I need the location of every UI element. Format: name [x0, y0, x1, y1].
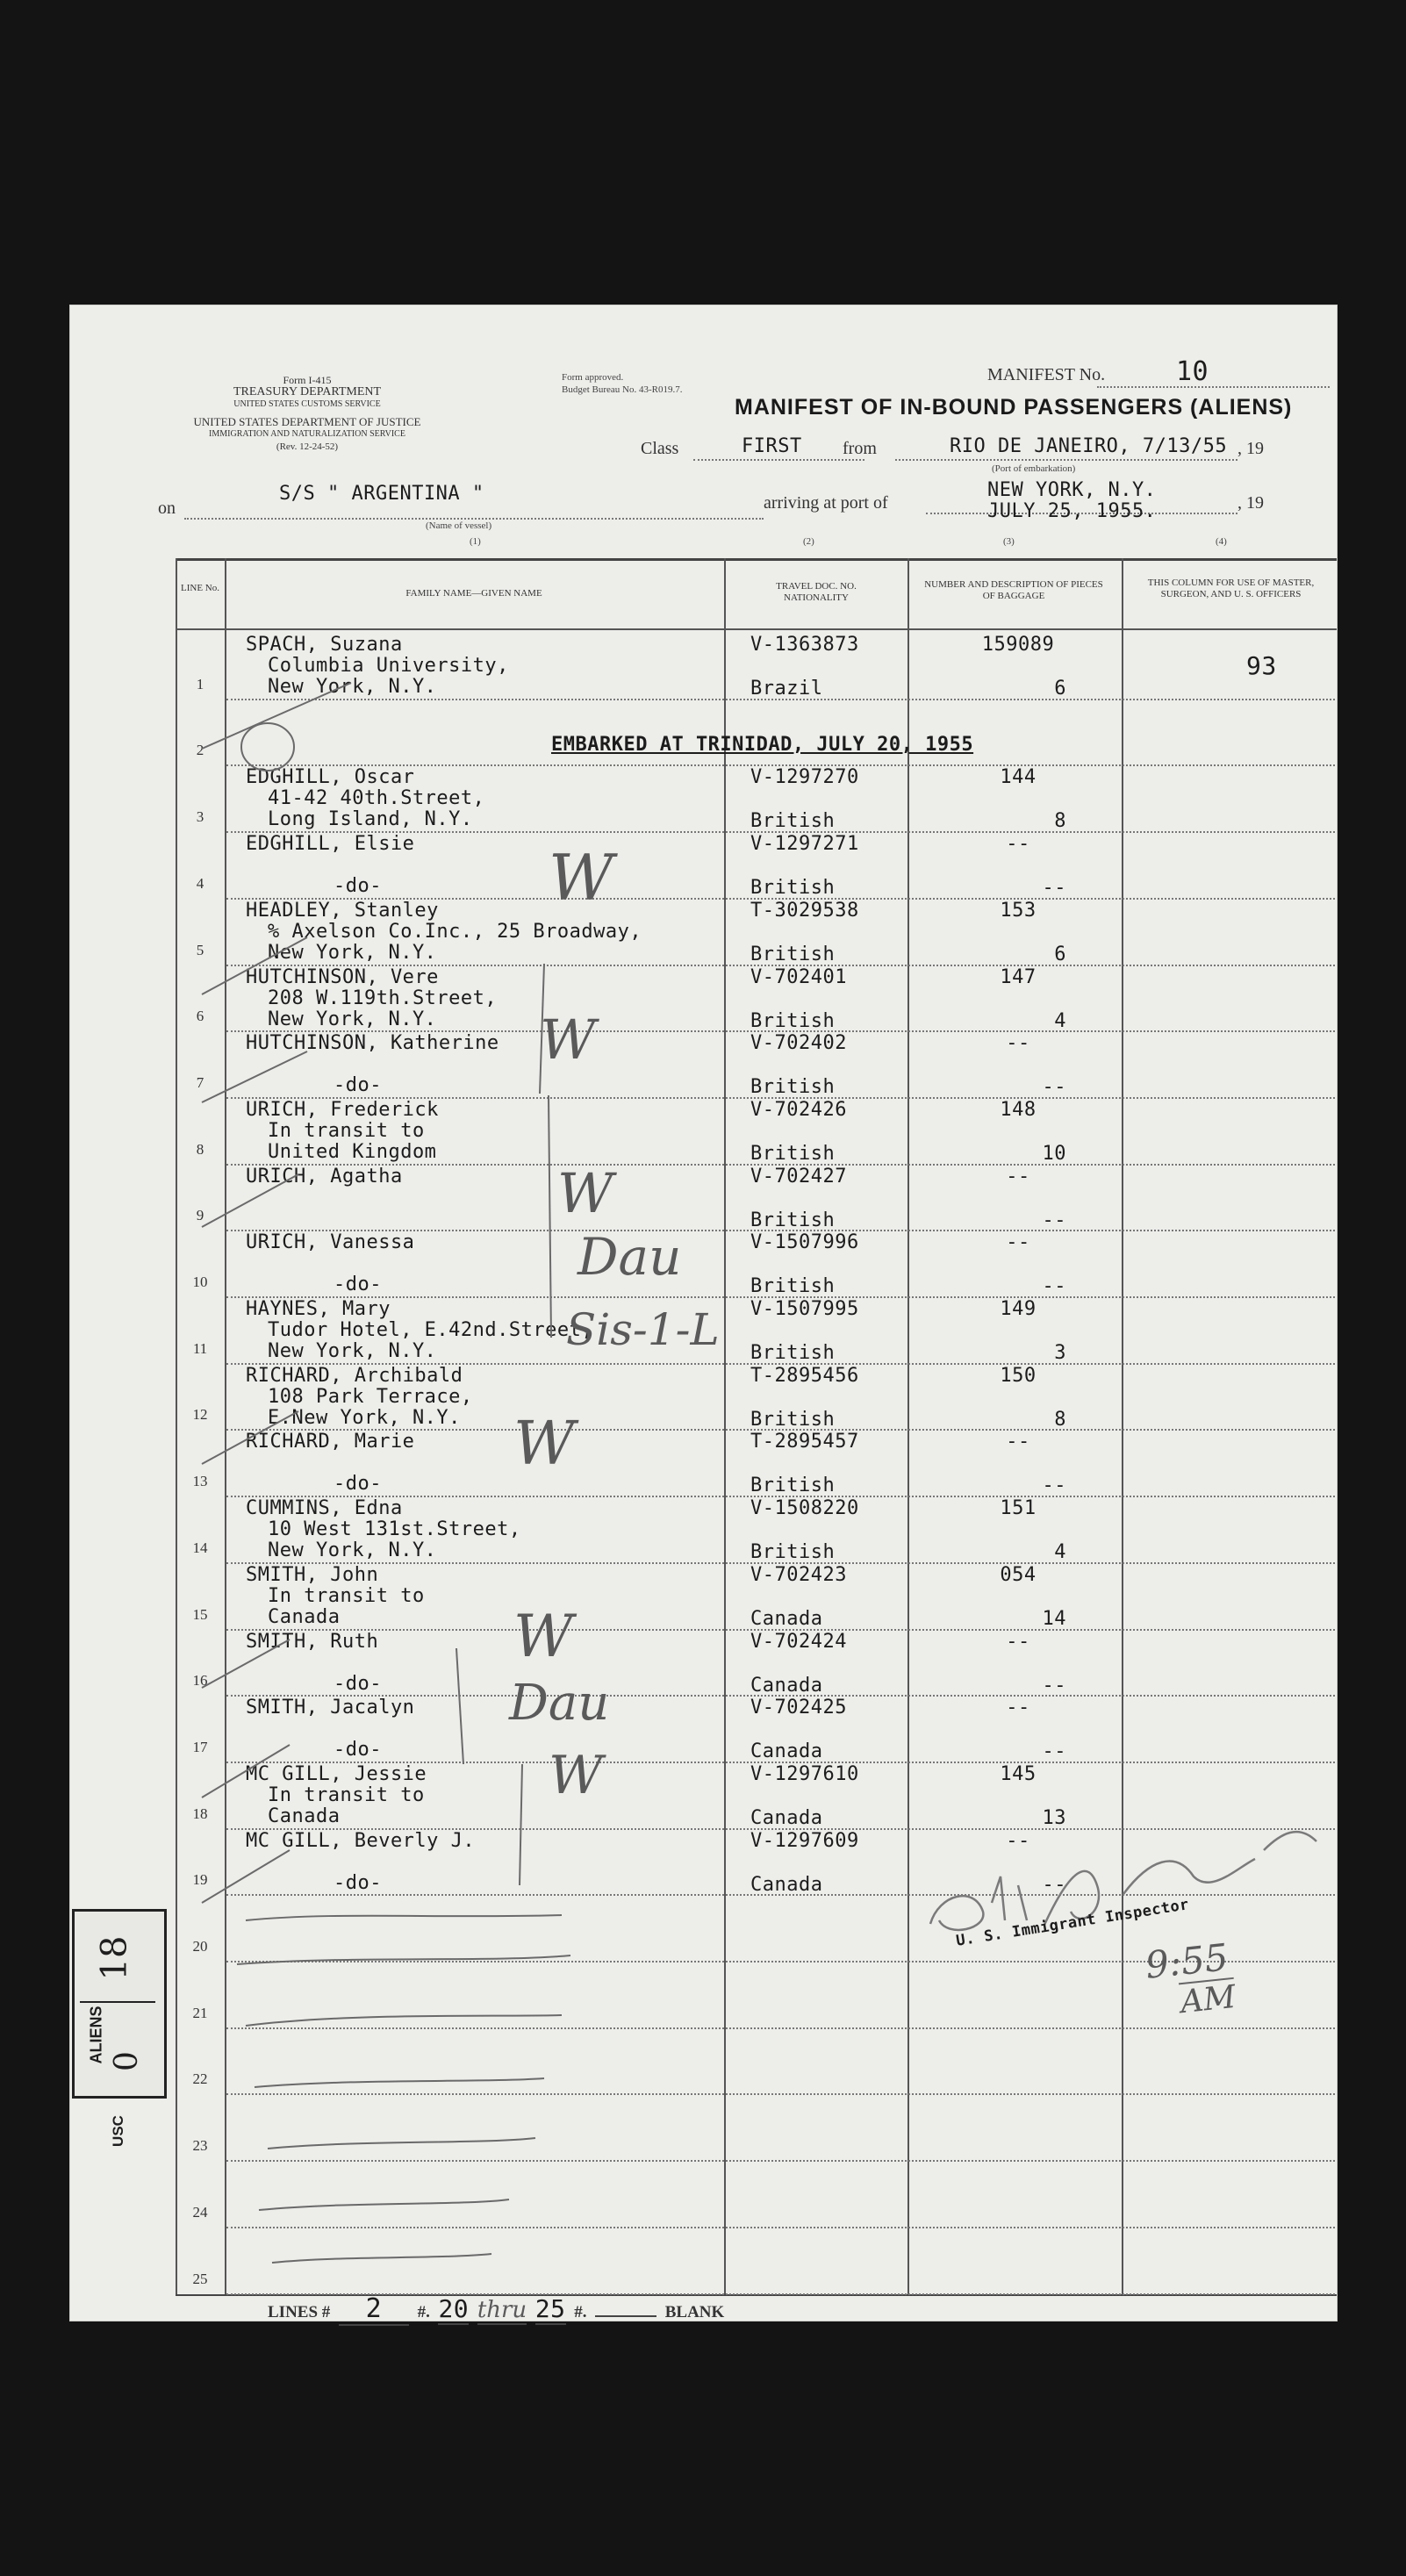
baggage-pieces: --	[1042, 1076, 1066, 1099]
customs-service: UNITED STATES CUSTOMS SERVICE	[233, 399, 381, 409]
passenger-name: EDGHILL, Oscar	[246, 766, 415, 789]
baggage-number: --	[1006, 1630, 1030, 1653]
footer-thru: thru	[477, 2297, 527, 2323]
passenger-address-2: United Kingdom	[268, 1140, 437, 1163]
handwritten-time: 9:55	[1143, 1935, 1230, 1987]
inspector-stamp: U. S. Immigrant Inspector	[955, 1896, 1191, 1950]
baggage-pieces: 4	[1054, 1541, 1066, 1564]
travel-doc-number: V-702426	[750, 1098, 847, 1121]
passenger-name: SMITH, Ruth	[246, 1630, 379, 1653]
passenger-address-2: Canada	[268, 1605, 341, 1628]
footer-value-3: 25	[534, 2294, 566, 2323]
nationality: Canada	[750, 1806, 823, 1829]
passenger-name: MC GILL, Jessie	[246, 1762, 427, 1785]
passenger-address-1: 41-42 40th.Street,	[268, 787, 485, 810]
handwritten-note: W	[513, 1603, 573, 1670]
treasury-dept: TREASURY DEPARTMENT	[233, 385, 382, 398]
footer-value-2: 20	[438, 2294, 470, 2323]
vessel-label: (Name of vessel)	[426, 520, 492, 531]
line-number: 6	[196, 1008, 204, 1025]
passenger-address-2: -do-	[334, 1672, 382, 1695]
travel-doc-number: V-702427	[750, 1165, 847, 1188]
page-title: MANIFEST OF IN-BOUND PASSENGERS (ALIENS)	[735, 395, 1293, 420]
col-num-2: (2)	[803, 536, 814, 547]
manifest-number: 10	[1176, 356, 1209, 387]
line-number: 20	[192, 1938, 208, 1955]
baggage-pieces: --	[1042, 1209, 1066, 1231]
baggage-number: 149	[1000, 1298, 1037, 1320]
passenger-address-2: New York, N.Y.	[268, 1340, 437, 1362]
handwritten-note: W	[513, 1410, 575, 1479]
handwritten-am: AM	[1179, 1978, 1237, 2021]
travel-doc-number: V-702425	[750, 1697, 847, 1719]
travel-doc-number: V-702402	[750, 1032, 847, 1055]
nationality: British	[750, 810, 836, 833]
handwritten-note: W	[540, 1008, 596, 1072]
header-baggage: NUMBER AND DESCRIPTION OF PIECES OF BAGGAGE	[924, 579, 1103, 601]
col-num-4: (4)	[1216, 536, 1227, 547]
nationality: Canada	[750, 1674, 823, 1697]
revision: (Rev. 12-24-52)	[276, 441, 339, 452]
class-label: Class	[641, 439, 679, 458]
usc-value: 0	[108, 2051, 145, 2071]
manifest-label: MANIFEST No.	[987, 365, 1106, 384]
line-number: 18	[192, 1805, 208, 1822]
col-num-3: (3)	[1003, 536, 1015, 547]
baggage-number: 151	[1000, 1497, 1037, 1520]
passenger-address-1: Columbia University,	[268, 655, 509, 677]
blank-label: BLANK	[664, 2303, 725, 2321]
baggage-number: 144	[1000, 766, 1037, 789]
travel-doc-number: V-1507996	[750, 1231, 859, 1254]
nationality: British	[750, 877, 836, 900]
justice-dept: UNITED STATES DEPARTMENT OF JUSTICE	[193, 415, 421, 428]
passenger-address-2: -do-	[334, 1871, 382, 1894]
col-num-1: (1)	[470, 536, 481, 547]
passenger-name: CUMMINS, Edna	[246, 1497, 403, 1520]
baggage-pieces: --	[1042, 1275, 1066, 1298]
nationality: Canada	[750, 1740, 823, 1763]
line-number: 17	[192, 1738, 208, 1755]
baggage-pieces: --	[1042, 877, 1066, 900]
section-heading: EMBARKED AT TRINIDAD, JULY 20, 1955	[551, 733, 974, 756]
travel-doc-number: V-1297609	[750, 1829, 859, 1852]
line-number: 22	[192, 2070, 208, 2088]
baggage-number: 054	[1000, 1563, 1037, 1586]
travel-doc-number: V-702401	[750, 965, 847, 988]
line-number: 24	[192, 2203, 208, 2221]
passenger-address-2: Canada	[268, 1805, 341, 1827]
nationality: Brazil	[750, 678, 823, 700]
passenger-address-1: 108 Park Terrace,	[268, 1385, 473, 1408]
line-number: 7	[196, 1073, 204, 1091]
baggage-number: --	[1006, 1231, 1030, 1254]
line-number: 4	[196, 874, 204, 892]
baggage-pieces: 3	[1054, 1342, 1066, 1364]
baggage-pieces: 14	[1042, 1607, 1066, 1630]
form-approved: Form approved.	[562, 372, 624, 383]
baggage-number: --	[1006, 1165, 1030, 1188]
passenger-address-1: In transit to	[268, 1584, 425, 1607]
travel-doc-number: V-1297270	[750, 766, 859, 789]
on-label: on	[158, 499, 176, 518]
passenger-name: URICH, Frederick	[246, 1098, 439, 1121]
manifest-page	[70, 305, 1337, 2324]
baggage-number: --	[1006, 1032, 1030, 1055]
passenger-address-2: New York, N.Y.	[268, 676, 437, 698]
passenger-name: HUTCHINSON, Vere	[246, 965, 439, 988]
passenger-name: URICH, Agatha	[246, 1165, 403, 1188]
passenger-address-2: E.New York, N.Y.	[268, 1406, 461, 1429]
travel-doc-number: V-1297271	[750, 833, 859, 856]
aliens-count-stamp	[72, 1909, 167, 2147]
header-officers: THIS COLUMN FOR USE OF MASTER, SURGEON, AND U. S. OFFICERS	[1147, 578, 1315, 599]
line-number: 8	[196, 1140, 204, 1158]
nationality: British	[750, 1275, 836, 1298]
passenger-name: SMITH, John	[246, 1563, 379, 1586]
passenger-address-2: -do-	[334, 875, 382, 898]
header-line-no: LINE No.	[181, 583, 219, 593]
line-number: 11	[192, 1339, 208, 1357]
passenger-address-2: Long Island, N.Y.	[268, 808, 473, 831]
passenger-name: HUTCHINSON, Katherine	[246, 1032, 499, 1055]
passenger-address-1: % Axelson Co.Inc., 25 Broadway,	[268, 920, 642, 943]
baggage-pieces: --	[1042, 1475, 1066, 1497]
passenger-address-2: -do-	[334, 1473, 382, 1496]
baggage-pieces: --	[1042, 1674, 1066, 1697]
travel-doc-number: T-3029538	[750, 899, 859, 922]
nationality: British	[750, 1009, 836, 1032]
baggage-pieces: 8	[1054, 810, 1066, 833]
passenger-address-2: New York, N.Y.	[268, 1539, 437, 1562]
footer-hash-2: #.	[417, 2303, 430, 2321]
passenger-address-2: -do-	[334, 1074, 382, 1097]
passenger-name: SMITH, Jacalyn	[246, 1697, 415, 1719]
form-number: Form I-415	[283, 374, 332, 386]
line-number: 21	[192, 2004, 208, 2021]
baggage-number: 145	[1000, 1762, 1037, 1785]
passenger-name: RICHARD, Archibald	[246, 1364, 463, 1387]
passenger-address-1: In transit to	[268, 1119, 425, 1142]
aliens-label: ALIENS	[87, 2006, 105, 2064]
travel-doc-number: V-1508220	[750, 1497, 859, 1520]
passenger-name: URICH, Vanessa	[246, 1231, 415, 1254]
travel-doc-number: V-1297610	[750, 1762, 859, 1785]
year-suffix: , 19	[1237, 439, 1264, 458]
baggage-pieces: 10	[1042, 1142, 1066, 1165]
ins-service: IMMIGRATION AND NATURALIZATION SERVICE	[209, 429, 405, 439]
nationality: British	[750, 1209, 836, 1231]
line-number: 23	[192, 2137, 208, 2155]
baggage-pieces: 4	[1054, 1009, 1066, 1032]
passenger-name: EDGHILL, Elsie	[246, 833, 415, 856]
usc-label: USC	[109, 2115, 126, 2147]
port-embarkation-label: (Port of embarkation)	[992, 463, 1076, 474]
line-number: 14	[192, 1539, 208, 1556]
passenger-name: HEADLEY, Stanley	[246, 899, 439, 922]
line-number: 3	[196, 808, 204, 826]
year-suffix-2: , 19	[1237, 493, 1264, 513]
baggage-number: --	[1006, 1697, 1030, 1719]
baggage-number: 147	[1000, 965, 1037, 988]
arrival-port: NEW YORK, N.Y.	[987, 479, 1157, 501]
handwritten-strokes	[70, 305, 1337, 2321]
from-value: RIO DE JANEIRO, 7/13/55	[950, 435, 1228, 457]
line-number: 12	[192, 1406, 208, 1424]
baggage-pieces: 8	[1054, 1408, 1066, 1431]
nationality: British	[750, 1142, 836, 1165]
passenger-address-2: -do-	[334, 1739, 382, 1762]
class-value: FIRST	[742, 435, 802, 457]
baggage-number: --	[1006, 1829, 1030, 1852]
baggage-number: 150	[1000, 1364, 1037, 1387]
passenger-name: SPACH, Suzana	[246, 634, 403, 656]
baggage-pieces: --	[1042, 1873, 1066, 1896]
header-name: FAMILY NAME—GIVEN NAME	[405, 588, 542, 599]
line-number: 19	[192, 1871, 208, 1889]
line-number: 25	[192, 2270, 208, 2287]
baggage-pieces: 6	[1054, 943, 1066, 965]
passenger-address-1: 10 West 131st.Street,	[268, 1518, 521, 1541]
handwritten-note: W	[549, 841, 614, 915]
handwritten-note: Dau	[577, 1227, 682, 1287]
passenger-address-2: -do-	[334, 1274, 382, 1296]
passenger-name: HAYNES, Mary	[246, 1298, 391, 1320]
passenger-address-1: In transit to	[268, 1783, 425, 1806]
nationality: British	[750, 1475, 836, 1497]
line-number: 15	[192, 1605, 208, 1623]
baggage-pieces: 13	[1042, 1806, 1066, 1829]
lines-label: LINES #	[268, 2303, 331, 2321]
travel-doc-number: V-702424	[750, 1630, 847, 1653]
baggage-number: 153	[1000, 899, 1037, 922]
passenger-name: RICHARD, Marie	[246, 1431, 415, 1453]
handwritten-note: Sis-1-L	[566, 1304, 720, 1355]
line-number: 13	[192, 1473, 208, 1490]
nationality: British	[750, 1342, 836, 1364]
line-number: 16	[192, 1672, 208, 1690]
passenger-address-1: Tudor Hotel, E.42nd.Street,	[268, 1319, 594, 1341]
handwritten-note: W	[549, 1745, 603, 1806]
passenger-address-2: New York, N.Y.	[268, 941, 437, 964]
baggage-number: 159089	[981, 634, 1055, 656]
nationality: Canada	[750, 1873, 823, 1896]
lines-blank-footer	[268, 2293, 724, 2326]
handwritten-note: W	[557, 1161, 613, 1225]
baggage-number: 148	[1000, 1098, 1037, 1121]
officer-note: 93	[1246, 651, 1277, 680]
arriving-label: arriving at port of	[764, 493, 888, 513]
arrival-date: JULY 25, 1955.	[987, 500, 1157, 522]
aliens-value: 18	[94, 1935, 135, 1981]
vessel-name: S/S " ARGENTINA "	[279, 483, 484, 505]
line-number: 5	[196, 941, 204, 958]
line-number: 1	[196, 675, 204, 692]
travel-doc-number: T-2895456	[750, 1364, 859, 1387]
nationality: British	[750, 1076, 836, 1099]
line-number: 2	[196, 742, 204, 759]
baggage-number: --	[1006, 833, 1030, 856]
from-label: from	[843, 439, 877, 458]
passenger-address-1: 208 W.119th.Street,	[268, 987, 498, 1009]
travel-doc-number: V-1363873	[750, 634, 859, 656]
baggage-pieces: --	[1042, 1740, 1066, 1763]
travel-doc-number: T-2895457	[750, 1431, 859, 1453]
handwritten-note: Dau	[509, 1675, 610, 1732]
footer-hash-3: #.	[574, 2303, 587, 2321]
passenger-address-2: New York, N.Y.	[268, 1008, 437, 1030]
passenger-name: MC GILL, Beverly J.	[246, 1829, 476, 1852]
travel-doc-number: V-702423	[750, 1563, 847, 1586]
baggage-pieces: 6	[1054, 678, 1066, 700]
line-number: 10	[192, 1274, 208, 1290]
baggage-number: --	[1006, 1431, 1030, 1453]
nationality: British	[750, 943, 836, 965]
nationality: British	[750, 1408, 836, 1431]
budget-bureau: Budget Bureau No. 43-R019.7.	[562, 384, 683, 395]
travel-doc-number: V-1507995	[750, 1298, 859, 1320]
lines-value: 2	[339, 2293, 409, 2326]
nationality: Canada	[750, 1607, 823, 1630]
nationality: British	[750, 1541, 836, 1564]
line-number: 9	[196, 1207, 204, 1224]
header-travel-doc: TRAVEL DOC. NO. NATIONALITY	[776, 581, 857, 603]
